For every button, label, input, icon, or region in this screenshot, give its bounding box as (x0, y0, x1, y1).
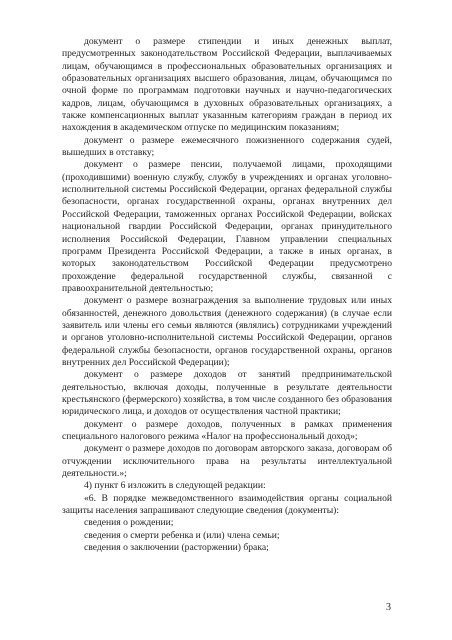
paragraph-marriage-info: сведения о заключении (расторжении) брака; (84, 542, 269, 554)
paragraph-business-income: документ о размере доходов от занятий предпринимательской деятельностью, включая доходы, полученные в результате деятельности крестьянского (фермерского) хозяйства, в том числе созданного без образования юридического лица, и доходов от осуществления частной практики; (62, 369, 392, 418)
paragraph-item-4: 4) пункт 6 изложить в следующей редакции: (84, 480, 266, 492)
paragraph-stipend: документ о размере стипендии и иных денежных выплат, предусмотренных законодательством Российской Федерации, выплачиваемых лицам, обучающимся в профессиональных образовательных организациях и образовательных организациях высшего образования, лицам, обучающимся по очной форме по программам подготовки научных и научно-педагогических кадров, лицам, обучающимся в духовных образовательных организациях, а также компенсационных выплат указанным категориям граждан в период их нахождения в академическом отпуске по медицинским показаниям; (62, 36, 392, 134)
paragraph-birth-info: сведения о рождении; (84, 517, 174, 529)
paragraph-professional-income-tax: документ о размере доходов, полученных в рамках применения специального налогового режима «Налог на профессиональный доход»; (62, 418, 392, 442)
document-body (62, 36, 392, 554)
paragraph-judges-allowance: документ о размере ежемесячного пожизненного содержания судей, вышедших в отставку; (62, 134, 392, 159)
paragraph-death-info: сведения о смерти ребенка и (или) члена семьи; (84, 529, 280, 541)
paragraph-remuneration: документ о размере вознаграждения за выполнение трудовых или иных обязанностей, денежного довольствия (денежного содержания) (в случае если заявитель или члены его семьи являются (являлись) сотрудниками учреждений и органов уголовно-исполнительной системы Российской Федерации, органов федеральной службы безопасности, органов государственной охраны, органов внутренних дел Российской Федерации); (62, 295, 392, 368)
paragraph-pension: документ о размере пенсии, получаемой лицами, проходящими (проходившими) военную службу, службу в учреждениях и органах уголовно-исполнительной системы Российской Федерации, органах федеральной службы безопасности, органах государственной охраны, органах внутренних дел Российской Федерации, таможенных органах Российской Федерации, войсках национальной гвардии Российской Федерации, органах принудительного исполнения Российской Федерации, Главном управлении специальных программ Президента Российской Федерации, а также в иных органах, в которых законодательством Российской Федерации предусмотрено прохождение федеральной государственной службы, связанной с правоохранительной деятельностью; (62, 159, 392, 294)
paragraph-item-6: «6. В порядке межведомственного взаимодействия органы социальной защиты населения запрашивают следующие сведения (документы): (62, 492, 392, 517)
page-number: 3 (386, 602, 391, 613)
paragraph-author-contracts: документ о размере доходов по договорам авторского заказа, договорам об отчуждении исключительного права на результаты интеллектуальной деятельности.»; (62, 443, 392, 480)
